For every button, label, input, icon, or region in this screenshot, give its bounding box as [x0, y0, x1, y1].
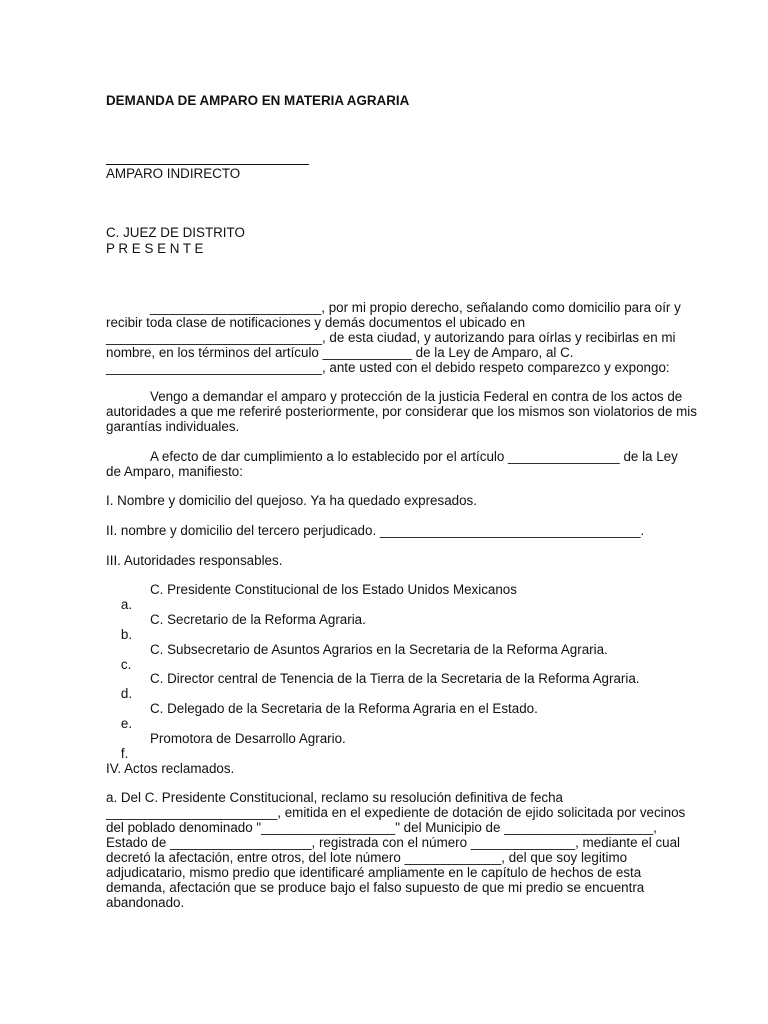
list-item-text: C. Subsecretario de Asuntos Agrarios en la Secretaria de la Reforma Agraria. [150, 642, 608, 657]
paragraph-acts-line: abandonado. [106, 895, 185, 910]
paragraph-intro-line: _____________________________, ante usted con el debido respeto comparezco y expongo: [106, 360, 670, 375]
paragraph-compliance-line: de Amparo, manifiesto: [106, 464, 243, 479]
list-item-letter: e. [120, 716, 133, 731]
section-actos-reclamados: IV. Actos reclamados. [106, 761, 235, 776]
list-item-letter: c. [120, 657, 132, 672]
list-item-letter: b. [120, 627, 133, 642]
paragraph-acts-line: del poblado denominado "__________________" del Municipio de ____________________, [106, 820, 657, 835]
section-tercero-perjudicado: II. nombre y domicilio del tercero perjudicado. ___________________________________. [106, 523, 645, 538]
list-item-text: C. Secretario de la Reforma Agraria. [150, 612, 366, 627]
addressee-presente: P R E S E N T E [106, 241, 204, 256]
paragraph-intro-line: recibir toda clase de notificaciones y demás documentos el ubicado en [106, 315, 526, 330]
list-item-text: Promotora de Desarrollo Agrario. [150, 731, 346, 746]
document-title: DEMANDA DE AMPARO EN MATERIA AGRARIA [106, 93, 410, 108]
case-type: AMPARO INDIRECTO [106, 166, 241, 181]
paragraph-acts-line: demanda, afectación que se produce bajo el falso supuesto de que mi predio se encuentra [106, 880, 645, 895]
paragraph-compliance-line: A efecto de dar cumplimiento a lo establecido por el artículo _______________ de la Ley [150, 449, 678, 464]
list-item-letter: a. [120, 597, 133, 612]
paragraph-acts-line: a. Del C. Presidente Constitucional, reclamo su resolución definitiva de fecha [106, 790, 564, 805]
paragraph-acts-line: _______________________, emitida en el expediente de dotación de ejido solicitada por vecinos [106, 805, 686, 820]
list-item-letter: f. [120, 746, 129, 761]
list-item-text: C. Presidente Constitucional de los Estado Unidos Mexicanos [150, 582, 517, 597]
addressee-judge: C. JUEZ DE DISTRITO [106, 225, 245, 240]
paragraph-intro-line: _____________________________, de esta ciudad, y autorizando para oírlas y recibirlas en mi [106, 330, 676, 345]
section-quejoso: I. Nombre y domicilio del quejoso. Ya ha quedado expresados. [106, 493, 477, 508]
list-item-letter: d. [120, 686, 133, 701]
paragraph-demand-line: autoridades a que me referiré posteriormente, por considerar que los mismos son violatorios de mis [106, 404, 697, 419]
list-item-text: C. Director central de Tenencia de la Tierra de la Secretaria de la Reforma Agraria. [150, 671, 640, 686]
paragraph-acts-line: decretó la afectación, entre otros, del lote número _____________, del que soy legitimo [106, 850, 628, 865]
paragraph-acts-line: adjudicatario, mismo predio que identificaré ampliamente en le capítulo de hechos de esta [106, 865, 642, 880]
list-item-text: C. Delegado de la Secretaria de la Reforma Agraria en el Estado. [150, 701, 538, 716]
paragraph-acts-line: Estado de ___________________, registrada con el número ______________, mediante el cual [106, 835, 681, 850]
paragraph-demand-line: garantías individuales. [106, 419, 240, 434]
paragraph-demand-line: Vengo a demandar el amparo y protección de la justicia Federal en contra de los actos de [150, 389, 683, 404]
case-number-blank-line [106, 164, 309, 165]
paragraph-intro-line: _______________________, por mi propio derecho, señalando como domicilio para oír y [150, 300, 681, 315]
paragraph-intro-line: nombre, en los términos del artículo ____________ de la Ley de Amparo, al C. [106, 345, 574, 360]
section-autoridades: III. Autoridades responsables. [106, 553, 283, 568]
